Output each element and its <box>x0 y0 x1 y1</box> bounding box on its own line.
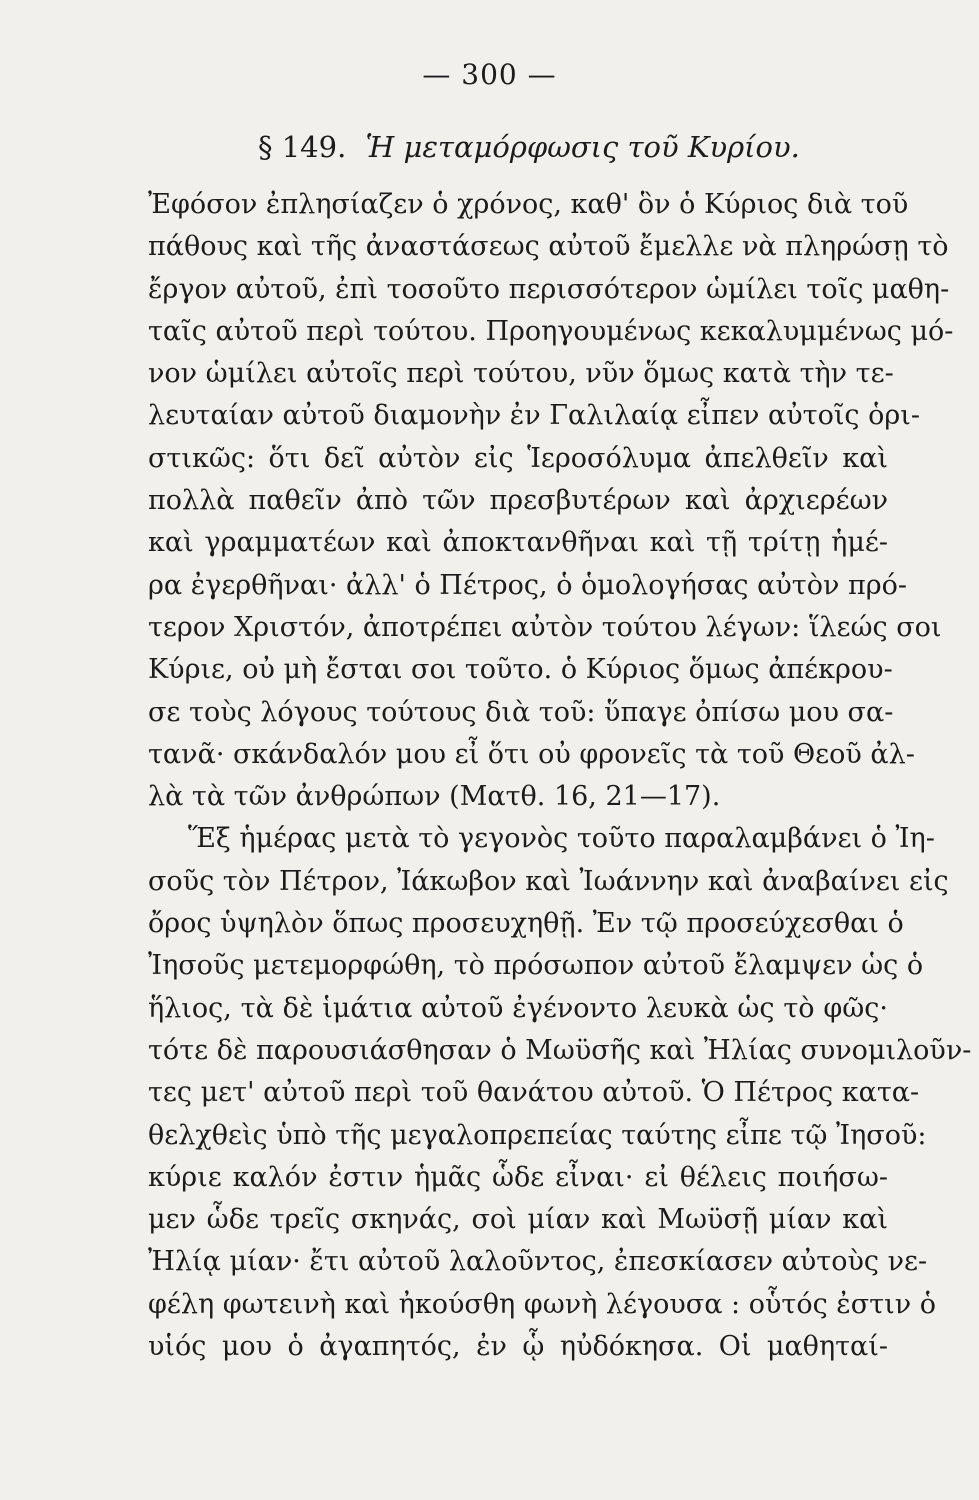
body-text <box>148 184 972 1368</box>
text-line: νον ὡμίλει αὐτοῖς περὶ τούτου, νῦν ὅμως κατὰ τὴν τε- <box>148 358 894 390</box>
text-line: τες μετ' αὐτοῦ περὶ τοῦ θανάτου αὐτοῦ. Ὁ Πέτρος κατα- <box>148 1077 920 1109</box>
text-line: θελχθεὶς ὑπὸ τῆς μεγαλοπρεπείας ταύτης εἶπε τῷ Ἰησοῦ: <box>148 1119 927 1151</box>
text-line: Κύριε, οὐ μὴ ἔσται σοι τοῦτο. ὁ Κύριος ὅμως ἀπέκρου- <box>148 654 893 686</box>
text-line: κύριε καλόν ἐστιν ἡμᾶς ὧδε εἶναι· εἰ θέλεις ποιήσω- <box>148 1161 888 1193</box>
text-line: Ἕξ ἡμέρας μετὰ τὸ γεγονὸς τοῦτο παραλαμβάνει ὁ Ἰη- <box>188 823 935 855</box>
section-heading <box>258 130 800 164</box>
text-line: λὰ τὰ τῶν ἀνθρώπων (Ματθ. 16, 21—17). <box>148 781 721 813</box>
text-line: σοῦς τὸν Πέτρον, Ἰάκωβον καὶ Ἰωάννην καὶ ἀναβαίνει εἰς <box>148 865 949 897</box>
section-number: § 149. <box>258 130 347 164</box>
text-line: μεν ὧδε τρεῖς σκηνάς, σοὶ μίαν καὶ Μωϋσῇ μίαν καὶ <box>148 1204 888 1236</box>
text-line: Ἰησοῦς μετεμορφώθη, τὸ πρόσωπον αὐτοῦ ἔλαμψεν ὡς ὁ <box>148 950 924 982</box>
text-line: Ἠλίᾳ μίαν· ἔτι αὐτοῦ λαλοῦντος, ἐπεσκίασεν αὐτοὺς νε- <box>148 1246 928 1278</box>
section-title: Ἡ μεταμόρφωσις τοῦ Κυρίου. <box>365 130 800 164</box>
text-line: πάθους καὶ τῆς ἀναστάσεως αὐτοῦ ἔμελλε νὰ πληρώσῃ τὸ <box>148 231 949 263</box>
text-line: λευταίαν αὐτοῦ διαμονὴν ἐν Γαλιλαίᾳ εἶπεν αὐτοῖς ὁρι- <box>148 400 920 432</box>
text-line: τερον Χριστόν, ἀποτρέπει αὐτὸν τούτου λέγων: ἵλεώς σοι <box>148 611 942 643</box>
text-line: σε τοὺς λόγους τούτους διὰ τοῦ: ὕπαγε ὀπίσω μου σα- <box>148 696 894 728</box>
text-line: καὶ γραμματέων καὶ ἀποκτανθῆναι καὶ τῇ τρίτῃ ἡμέ- <box>148 527 888 559</box>
page-number: — 300 — <box>422 58 557 91</box>
text-line: υἱός μου ὁ ἀγαπητός, ἐν ᾧ ηὐδόκησα. Οἱ μαθηταί- <box>148 1331 888 1363</box>
text-line: φέλη φωτεινὴ καὶ ἠκούσθη φωνὴ λέγουσα : οὗτός ἐστιν ὁ <box>148 1288 936 1320</box>
text-line: ὄρος ὑψηλὸν ὅπως προσευχηθῇ. Ἐν τῷ προσεύχεσθαι ὁ <box>148 908 904 940</box>
text-line: ταῖς αὐτοῦ περὶ τούτου. Προηγουμένως κεκαλυμμένως μό- <box>148 315 954 347</box>
text-line: Ἐφόσον ἐπλησίαζεν ὁ χρόνος, καθ' ὃν ὁ Κύριος διὰ τοῦ <box>148 189 909 220</box>
text-line: στικῶς: ὅτι δεῖ αὐτὸν εἰς Ἱεροσόλυμα ἀπελθεῖν καὶ <box>148 442 888 474</box>
text-line: ρα ἐγερθῆναι· ἀλλ' ὁ Πέτρος, ὁ ὁμολογήσας αὐτὸν πρό- <box>148 569 907 601</box>
text-line: πολλὰ παθεῖν ἀπὸ τῶν πρεσβυτέρων καὶ ἀρχιερέων <box>148 485 888 517</box>
text-line: τανᾶ· σκάνδαλόν μου εἶ ὅτι οὐ φρονεῖς τὰ τοῦ Θεοῦ ἀλ- <box>148 738 915 770</box>
text-line: τότε δὲ παρουσιάσθησαν ὁ Μωϋσῆς καὶ Ἠλίας συνομιλοῦν- <box>148 1034 972 1066</box>
text-line: ἥλιος, τὰ δὲ ἱμάτια αὐτοῦ ἐγένοντο λευκὰ ὡς τὸ φῶς· <box>148 992 888 1024</box>
text-line: ἔργον αὐτοῦ, ἐπὶ τοσοῦτο περισσότερον ὡμίλει τοῖς μαθη- <box>148 273 950 305</box>
